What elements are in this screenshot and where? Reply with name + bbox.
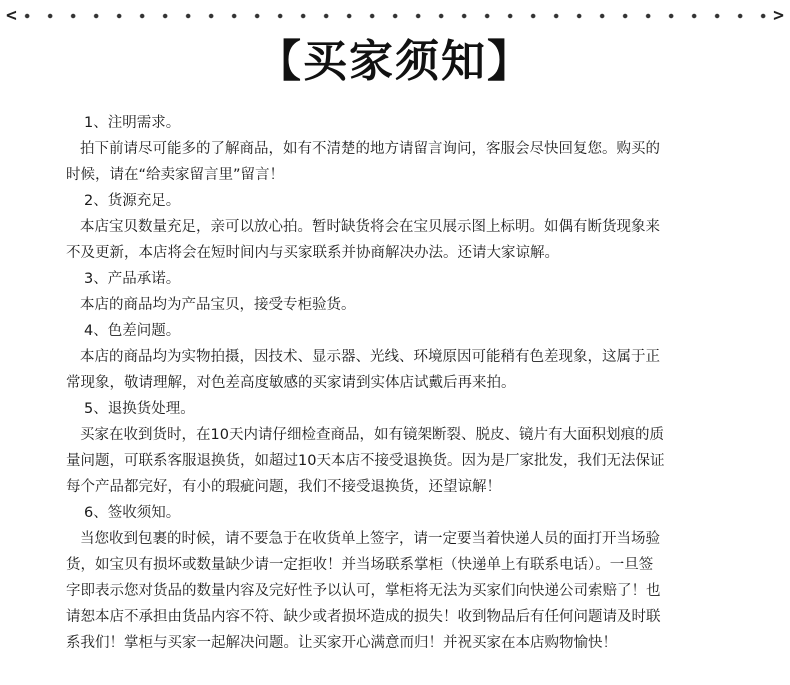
section-heading: 5、退换货处理。 [84,401,195,417]
section-heading: 4、色差问题。 [84,323,181,339]
paragraph-line: 本店的商品均为实物拍摄，因技术、显示器、光线、环境原因可能稍有色差现象，这属于正 [80,349,660,365]
section-heading: 1、注明需求。 [84,115,181,131]
paragraph-line: 买家在收到货时，在10天内请仔细检查商品，如有镜架断裂、脱皮、镜片有大面积划痕的质 [80,427,664,443]
notice-body [66,110,726,656]
top-dotted-border [6,6,784,26]
paragraph-line: 字即表示您对货品的数量内容及完好性予以认可，掌柜将无法为买家们向快递公司索赔了！也 [66,583,661,599]
paragraph-line: 货，如宝贝有损坏或数量缺少请一定拒收！并当场联系掌柜（快递单上有联系电话）。一旦签 [66,557,654,573]
paragraph-line: 每个产品都完好，有小的瑕疵问题，我们不接受退换货，还望谅解！ [66,479,501,495]
section-heading: 6、签收须知。 [84,505,181,521]
paragraph-line: 系我们！掌柜与买家一起解决问题。让买家开心满意而归！并祝买家在本店购物愉快！ [66,635,617,651]
paragraph-line: 不及更新，本店将会在短时间内与买家联系并协商解决办法。还请大家谅解。 [66,245,559,261]
section-heading: 2、货源充足。 [84,193,181,209]
left-chevron-icon: < [6,5,17,26]
dotted-line [21,13,769,19]
paragraph-line: 当您收到包裹的时候，请不要急于在收货单上签字，请一定要当着快递人员的面打开当场验 [80,531,660,547]
page-title: 【买家须知】 [257,36,533,87]
paragraph-line: 本店的商品均为产品宝贝，接受专柜验货。 [80,297,356,313]
paragraph-line: 拍下前请尽可能多的了解商品，如有不清楚的地方请留言询问，客服会尽快回复您。购买的 [80,141,660,157]
paragraph-line: 本店宝贝数量充足，亲可以放心拍。暂时缺货将会在宝贝展示图上标明。如偶有断货现象来 [80,219,660,235]
section-heading: 3、产品承诺。 [84,271,181,287]
paragraph-line: 常现象，敬请理解，对色差高度敏感的买家请到实体店试戴后再来拍。 [66,375,516,391]
paragraph-line: 请恕本店不承担由货品内容不符、缺少或者损坏造成的损失！收到物品后有任何问题请及时联 [66,609,661,625]
paragraph-line: 量问题，可联系客服退换货，如超过10天本店不接受退换货。因为是厂家批发，我们无法保证 [66,453,665,469]
paragraph-line: 时候，请在“给卖家留言里”留言！ [66,167,285,183]
right-chevron-icon: > [773,5,784,26]
